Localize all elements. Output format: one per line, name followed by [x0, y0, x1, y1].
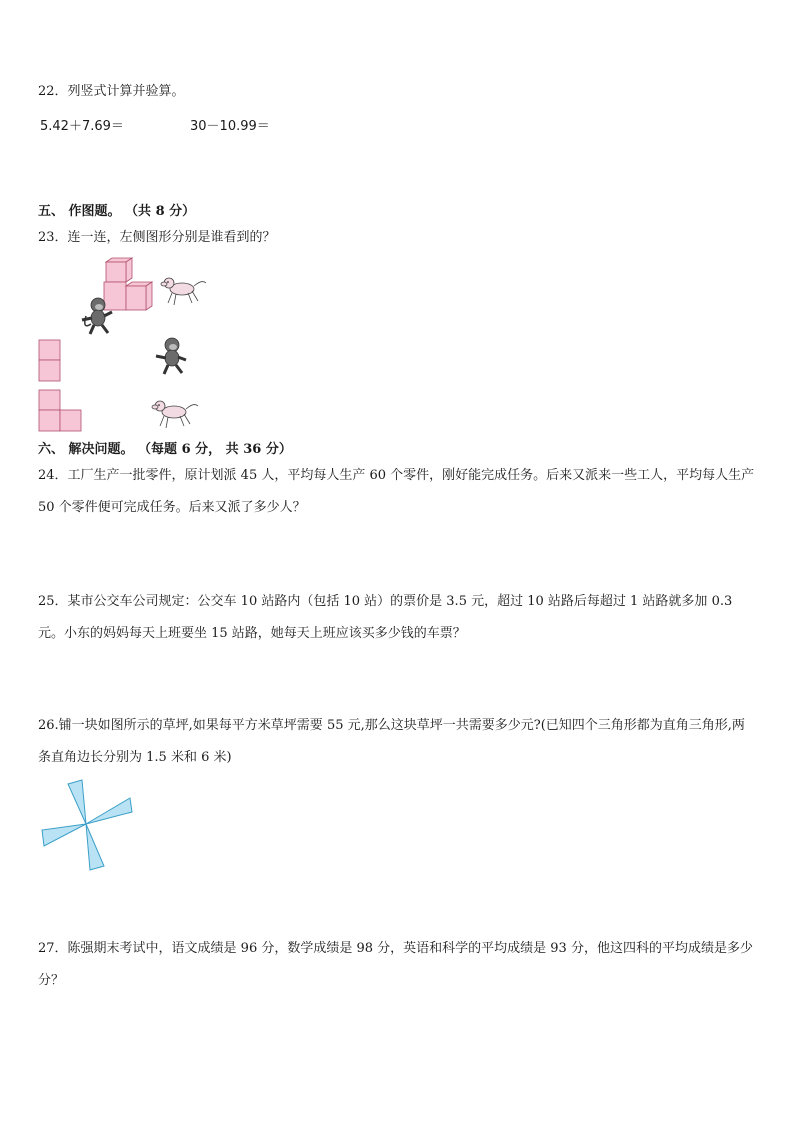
monkey-icon	[78, 296, 116, 336]
q22-text: 22．列竖式计算并验算。	[38, 84, 185, 99]
dog-icon	[160, 273, 208, 309]
q22-expression-2: 30－10.99＝	[190, 119, 270, 134]
view-l-shape	[38, 389, 84, 433]
section-5-heading: 五、 作图题。 （共 8 分）	[38, 204, 196, 219]
q25-text: 25．某市公交车公司规定：公交车 10 站路内（包括 10 站）的票价是 3.5 元，超过 10 站路后每超过 1 站路就多加 0.3 元。小东的妈妈每天上班要坐 15 站路，她每天上班应该买多少钱的车票？	[38, 594, 733, 641]
dog-icon	[150, 396, 200, 432]
pinwheel-figure	[38, 778, 134, 874]
section-6-heading: 六、 解决问题。 （每题 6 分， 共 36 分）	[38, 442, 292, 457]
q24-text: 24．工厂生产一批零件，原计划派 45 人，平均每人生产 60 个零件，刚好能完成任务。后来又派来一些工人，平均每人生产 50 个零件便可完成任务。后来又派了多少人？	[38, 468, 755, 515]
q27-text: 27．陈强期末考试中，语文成绩是 96 分，数学成绩是 98 分，英语和科学的平均成绩是 93 分，他这四科的平均成绩是多少分？	[38, 941, 753, 988]
q26-text: 26.铺一块如图所示的草坪,如果每平方米草坪需要 55 元,那么这块草坪一共需要多少元?(已知四个三角形都为直角三角形,两条直角边长分别为 1.5 米和 6 米)	[38, 718, 745, 765]
monkey-icon	[152, 336, 190, 376]
view-two-squares-vertical	[38, 339, 62, 383]
q22-expression-1: 5.42＋7.69＝	[40, 119, 124, 134]
q23-text: 23．连一连，左侧图形分别是谁看到的？	[38, 230, 276, 245]
